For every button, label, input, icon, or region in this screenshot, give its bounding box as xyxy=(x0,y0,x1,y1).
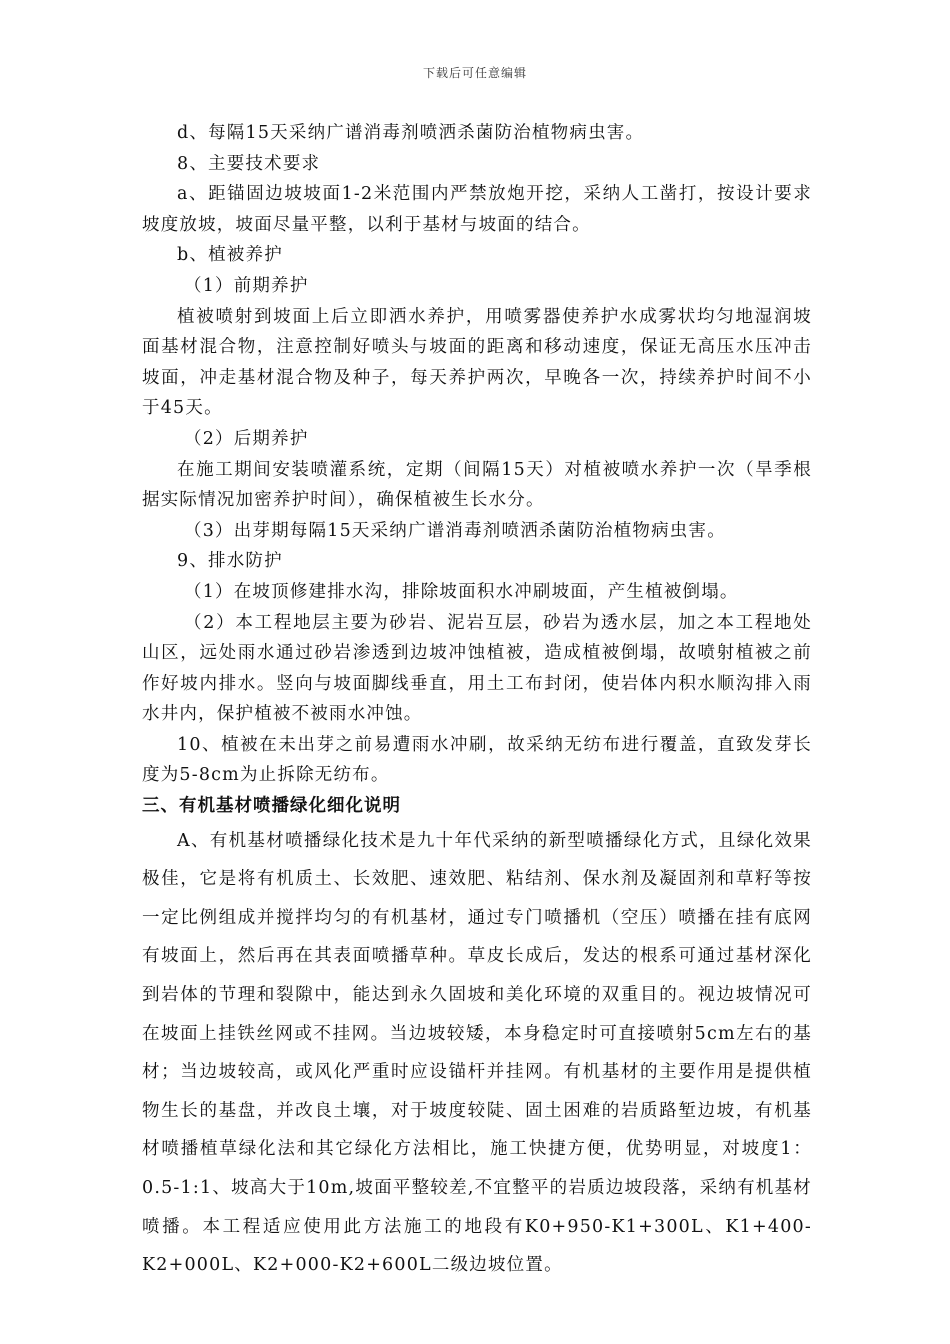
heading-technical-requirements: 8、主要技术要求 xyxy=(177,153,321,174)
paragraph-item-d: d、每隔15天采纳广谱消毒剂喷洒杀菌防治植物病虫害。 xyxy=(177,123,645,143)
heading-drainage-protection: 9、排水防护 xyxy=(177,551,283,572)
document-body xyxy=(142,118,812,1285)
section-title: 三、有机基材喷播绿化细化说明 xyxy=(142,796,401,817)
paragraph-drainage-2: （2）本工程地层主要为砂岩、泥岩互层，砂岩为透水层，加之本工程地处山区，远处雨水通过砂岩渗透到边坡冲蚀植被，造成植被倒塌，故喷射植被之前作好坡内排水。竖向与坡面脚线垂直，用土工布封闭，使岩体内积水顺沟排入雨水井内，保护植被不被雨水冲蚀。 xyxy=(142,612,812,725)
subheading-late-maintenance: （2）后期养护 xyxy=(184,428,309,449)
heading-vegetation-maintenance: b、植被养护 xyxy=(177,245,283,266)
paragraph-item-10: 10、植被在未出芽之前易遭雨水冲刷，故采纳无纺布进行覆盖，直致发芽长度为5-8cm为止拆除无纺布。 xyxy=(142,734,812,786)
page-header: 下载后可任意编辑 xyxy=(422,66,527,80)
paragraph-organic-substrate: A、有机基材喷播绿化技术是九十年代采纳的新型喷播绿化方式，且绿化效果极佳，它是将有机质土、长效肥、速效肥、粘结剂、保水剂及凝固剂和草籽等按一定比例组成并搅拌均匀的有机基材，通过专门喷播机（空压）喷播在挂有底网有坡面上，然后再在其表面喷播草种。草皮长成后，发达的根系可通过基材深化到岩体的节理和裂隙中，能达到永久固坡和美化环境的双重目的。视边坡情况可在坡面上挂铁丝网或不挂网。当边坡较矮，本身稳定时可直接喷射5cm左右的基材；当边坡较高，或风化严重时应设锚杆并挂网。有机基材的主要作用是提供植物生长的基盘，并改良土壤，对于坡度较陡、固土困难的岩质路堑边坡，有机基材喷播植草绿化法和其它绿化方法相比，施工快捷方便，优势明显，对坡度1：0.5-1:1、坡高大于10m,坡面平整较差,不宜整平的岩质边坡段落，采纳有机基材喷播。本工程适应使用此方法施工的地段有K0+950-K1+300L、K1+400-K2+000L、K2+000-K2+600L二级边坡位置。 xyxy=(142,830,812,1276)
paragraph-late-maintenance: 在施工期间安装喷灌系统，定期（间隔15天）对植被喷水养护一次（旱季根据实际情况加密养护时间），确保植被生长水分。 xyxy=(142,459,812,511)
maintenance-section xyxy=(142,118,812,791)
paragraph-sprouting-period: （3）出芽期每隔15天采纳广谱消毒剂喷洒杀菌防治植物病虫害。 xyxy=(184,520,726,541)
paragraph-item-a: a、距锚固边坡坡面1-2米范围内严禁放炮开挖，采纳人工凿打，按设计要求坡度放坡，坡面尽量平整，以利于基材与坡面的结合。 xyxy=(142,184,812,235)
organic-substrate-section xyxy=(142,822,812,1285)
subheading-early-maintenance: （1）前期养护 xyxy=(184,275,309,296)
paragraph-early-maintenance: 植被喷射到坡面上后立即洒水养护，用喷雾器使养护水成雾状均匀地湿润坡面基材混合物，注意控制好喷头与坡面的距离和移动速度，保证无高压水压冲击坡面，冲走基材混合物及种子，每天养护两次，早晚各一次，持续养护时间不小于45天。 xyxy=(142,306,812,419)
paragraph-drainage-1: （1）在坡顶修建排水沟，排除坡面积水冲刷坡面，产生植被倒塌。 xyxy=(184,581,739,602)
